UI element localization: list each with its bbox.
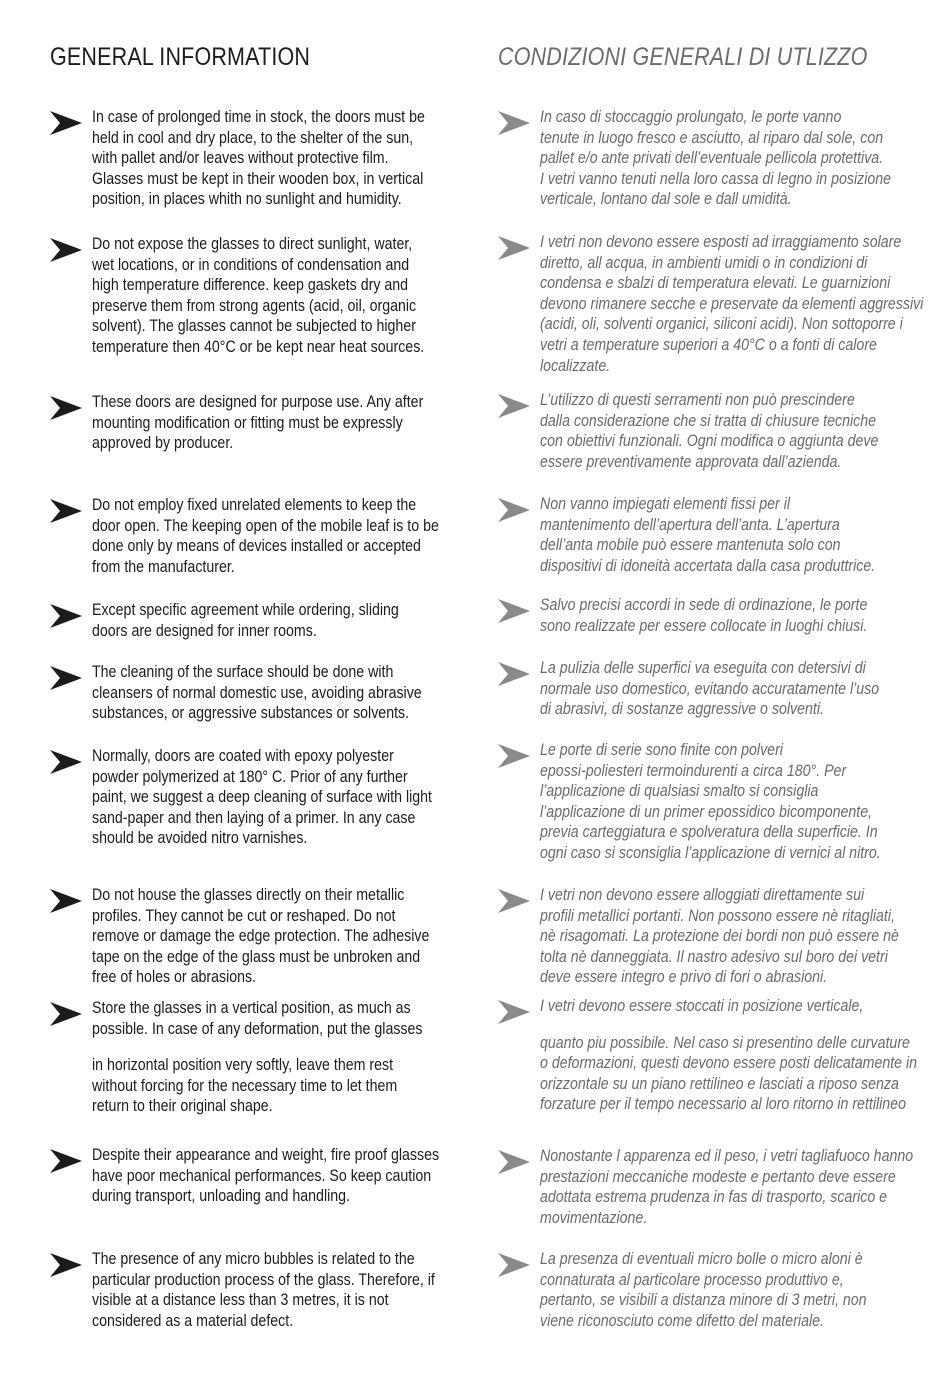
text-line: l’applicazione di qualsiasi smalto si consiglia	[540, 782, 819, 801]
text-line: remove or damage the edge protection. The adhesive	[92, 927, 430, 946]
text-line: diretto, all acqua, in ambienti umidi o in condizioni di	[540, 253, 868, 272]
text-line: mounting modification or fitting must be expressly	[92, 413, 403, 432]
text-line: forzature per il tempo necessario al loro ritorno in rettilineo	[540, 1095, 906, 1114]
text-line: have poor mechanical performances. So keep caution	[92, 1166, 432, 1185]
page-title-italian: CONDIZIONI GENERALI DI UTLIZZO	[498, 43, 868, 71]
info-item-text	[92, 1249, 435, 1331]
text-line: particular production process of the glass. Therefore, if	[92, 1270, 435, 1289]
text-line: held in cool and dry place, to the shelter of the sun,	[92, 128, 414, 147]
info-item-text	[92, 392, 423, 454]
text-line: Glasses must be kept in their wooden box, in vertical	[92, 169, 424, 188]
text-line: Le porte di serie sono finite con polveri	[540, 741, 783, 759]
arrow-bullet-icon	[50, 750, 82, 774]
paragraph-gap	[92, 1039, 423, 1055]
text-line: ogni caso si sconsiglia l’applicazione di vernici al nitro.	[540, 843, 881, 862]
text-line: L’utilizzo di questi serramenti non può prescindere	[540, 391, 855, 409]
text-line: without forcing for the necessary time to let them	[92, 1076, 398, 1095]
text-line: pallet e/o ante privati dell’eventuale pellicola protettiva.	[540, 149, 884, 168]
text-line: movimentazione.	[540, 1208, 648, 1227]
text-line: tolta nè danneggiata. Il nastro adesivo sul boro dei vetri	[540, 947, 888, 966]
text-line: Do not house the glasses directly on their metallic	[92, 886, 405, 904]
text-line: dalla considerazione che si tratta di chiusure tecniche	[540, 411, 877, 430]
text-line: tenute in luogo fresco e asciutto, al riparo dal sole, con	[540, 128, 884, 147]
text-line: possible. In case of any deformation, put the glasses	[92, 1019, 423, 1038]
text-line: I vetri non devono essere esposti ad irraggiamento solare	[540, 233, 902, 251]
arrow-bullet-icon	[498, 744, 530, 768]
text-line: profili metallici portanti. Non possono essere nè ritagliati,	[540, 906, 895, 925]
text-line: previa carteggiatura e spolveratura della superficie. In	[540, 823, 878, 842]
text-line: position, in places whith no sunlight and humidity.	[92, 190, 402, 209]
info-item-text	[540, 232, 923, 376]
info-item-text	[92, 1145, 439, 1207]
text-line: localizzate.	[540, 356, 611, 375]
text-line: Nonostante l apparenza ed il peso, i vetri tagliafuoco hanno	[540, 1147, 914, 1165]
text-line: sand-paper and then laying of a primer. In any case	[92, 808, 416, 827]
text-line: free of holes or abrasions.	[92, 968, 257, 987]
text-line: adottata estrema prudenza in fas di trasporto, scarico e	[540, 1188, 888, 1207]
text-line: The presence of any micro bubbles is related to the	[92, 1250, 415, 1268]
text-line: paint, we suggest a deep cleaning of surface with light	[92, 788, 432, 807]
arrow-bullet-icon	[50, 1002, 82, 1026]
text-line: during transport, unloading and handling.	[92, 1187, 350, 1206]
info-item-text	[540, 107, 891, 210]
text-line: doors are designed for inner rooms.	[92, 621, 317, 640]
arrow-bullet-icon	[498, 111, 530, 135]
text-line: visible at a distance less than 3 metres, it is not	[92, 1291, 389, 1310]
arrow-bullet-icon	[50, 1253, 82, 1277]
info-item-text	[540, 494, 875, 576]
arrow-bullet-icon	[50, 499, 82, 523]
text-line: condensa e sbalzi di temperatura elevati. Le guarnizioni	[540, 274, 891, 293]
info-item-text	[540, 996, 917, 1115]
text-line: nè risagomati. La protezione dei bordi non può essere nè	[540, 927, 899, 946]
text-line: pertanto, se visibili a distanza minore di 3 metri, non	[540, 1291, 867, 1310]
text-line: tape on the edge of the glass must be unbroken and	[92, 947, 421, 966]
text-line: con obiettivi funzionali. Ogni modifica o aggiunta deve	[540, 432, 879, 451]
text-line: verticale, lontano dal sole e dall umidità.	[540, 190, 792, 209]
info-item-text	[540, 595, 867, 636]
text-line: I vetri vanno tenuti nella loro cassa di legno in posizione	[540, 169, 892, 188]
text-line: substances, or aggressive substances or solvents.	[92, 704, 410, 723]
text-line: powder polymerized at 180° C. Prior of any further	[92, 767, 408, 786]
text-line: quanto piu possibile. Nel caso si presentino delle curvature	[540, 1033, 910, 1052]
text-line: devono rimanere secche e preservate da elementi aggressivi	[540, 294, 924, 313]
arrow-bullet-icon	[498, 1000, 530, 1024]
arrow-bullet-icon	[498, 1253, 530, 1277]
text-line: These doors are designed for purpose use. Any after	[92, 393, 424, 411]
text-line: cleansers of normal domestic use, avoiding abrasive	[92, 683, 422, 702]
arrow-bullet-icon	[50, 238, 82, 262]
text-line: La pulizia delle superfici va eseguita con detersivi di	[540, 659, 866, 677]
info-item-text	[540, 740, 881, 864]
arrow-bullet-icon	[50, 889, 82, 913]
info-item-text	[92, 495, 439, 577]
text-line: profiles. They cannot be cut or reshaped. Do not	[92, 906, 396, 925]
text-line: di abrasivi, di sostanze aggressive o solventi.	[540, 700, 824, 719]
info-item-text	[540, 1146, 913, 1228]
text-line: considered as a material defect.	[92, 1311, 294, 1330]
text-line: done only by means of devices installed or accepted	[92, 537, 421, 556]
arrow-bullet-icon	[50, 111, 82, 135]
text-line: Despite their appearance and weight, fire proof glasses	[92, 1146, 440, 1164]
info-item-text	[92, 998, 423, 1117]
arrow-bullet-icon	[50, 1149, 82, 1173]
arrow-bullet-icon	[498, 236, 530, 260]
text-line: (acidi, oli, solventi organici, siliconi acidi). Non sottoporre i	[540, 315, 903, 334]
text-line: connaturata al particolare processo produttivo e,	[540, 1270, 844, 1289]
text-line: return to their original shape.	[92, 1097, 273, 1116]
info-item-text	[92, 885, 429, 988]
text-line: viene riconosciuto come difetto del materiale.	[540, 1311, 824, 1330]
text-line: dell’anta mobile può essere mantenuta solo con	[540, 536, 841, 555]
text-line: orizzontale su un piano rettilineo e lasciati a riposo senza	[540, 1074, 899, 1093]
arrow-bullet-icon	[498, 498, 530, 522]
text-line: in horizontal position very softly, leave them rest	[92, 1056, 394, 1075]
text-line: sono realizzate per essere collocate in luoghi chiusi.	[540, 616, 868, 635]
info-item-text	[540, 658, 879, 720]
text-line: La presenza di eventuali micro bolle o micro aloni è	[540, 1250, 863, 1268]
text-line: temperature then 40°C or be kept near heat sources.	[92, 337, 425, 356]
text-line: from the manufacturer.	[92, 557, 235, 576]
text-line: door open. The keeping open of the mobile leaf is to be	[92, 516, 439, 535]
text-line: epossi-poliesteri termoindurenti a circa 180°. Per	[540, 761, 847, 780]
arrow-bullet-icon	[498, 1150, 530, 1174]
text-line: with pallet and/or leaves without protective film.	[92, 149, 389, 168]
info-item-text	[540, 885, 899, 988]
text-line: In caso di stoccaggio prolungato, le porte vanno	[540, 108, 842, 126]
text-line: I vetri non devono essere alloggiati direttamente sui	[540, 886, 865, 904]
arrow-bullet-icon	[498, 889, 530, 913]
text-line: Do not employ fixed unrelated elements to keep the	[92, 496, 417, 514]
info-item-text	[540, 1249, 867, 1331]
info-item-text	[92, 107, 425, 210]
text-line: dispositivi di idoneità accertata dalla casa produttrice.	[540, 556, 876, 575]
arrow-bullet-icon	[50, 396, 82, 420]
text-line: high temperature difference. keep gaskets dry and	[92, 276, 409, 295]
text-line: prestazioni meccaniche modeste e pertanto deve essere	[540, 1167, 896, 1186]
arrow-bullet-icon	[498, 599, 530, 623]
info-item-text	[92, 746, 432, 849]
paragraph-gap	[540, 1017, 917, 1033]
info-item-text	[92, 662, 422, 724]
text-line: normale uso domestico, evitando accuratamente l’uso	[540, 679, 880, 698]
text-line: Non vanno impiegati elementi fissi per il	[540, 495, 791, 513]
page-title-english: GENERAL INFORMATION	[50, 43, 311, 71]
text-line: The cleaning of the surface should be done with	[92, 663, 394, 681]
info-item-text	[540, 390, 878, 472]
text-line: Salvo precisi accordi in sede di ordinazione, le porte	[540, 596, 868, 614]
arrow-bullet-icon	[50, 604, 82, 628]
text-line: l’applicazione di un primer epossidico bicomponente,	[540, 802, 873, 821]
text-line: Except specific agreement while ordering, sliding	[92, 601, 399, 619]
text-line: Store the glasses in a vertical position, as much as	[92, 999, 411, 1017]
text-line: should be avoided nitro varnishes.	[92, 829, 308, 848]
text-line: vetri a temperature superiori a 40°C o a fonti di calore	[540, 335, 877, 354]
arrow-bullet-icon	[498, 662, 530, 686]
arrow-bullet-icon	[50, 666, 82, 690]
text-line: essere preventivamente approvata dall’azienda.	[540, 452, 842, 471]
text-line: mantenimento dell’apertura dell’anta. L’apertura	[540, 515, 840, 534]
text-line: o deformazioni, questi devono essere posti delicatamente in	[540, 1054, 918, 1073]
info-item-text	[92, 234, 424, 358]
text-line: approved by producer.	[92, 434, 234, 453]
text-line: Normally, doors are coated with epoxy polyester	[92, 747, 394, 765]
text-line: Do not expose the glasses to direct sunlight, water,	[92, 235, 413, 253]
arrow-bullet-icon	[498, 394, 530, 418]
text-line: I vetri devono essere stoccati in posizione verticale,	[540, 997, 864, 1015]
text-line: In case of prolonged time in stock, the doors must be	[92, 108, 425, 126]
text-line: deve essere integro e privo di fori o abrasioni.	[540, 968, 828, 987]
text-line: preserve them from strong agents (acid, oil, organic	[92, 296, 417, 315]
text-line: solvent). The glasses cannot be subjected to higher	[92, 317, 416, 336]
info-item-text	[92, 600, 399, 641]
text-line: wet locations, or in conditions of condensation and	[92, 255, 410, 274]
